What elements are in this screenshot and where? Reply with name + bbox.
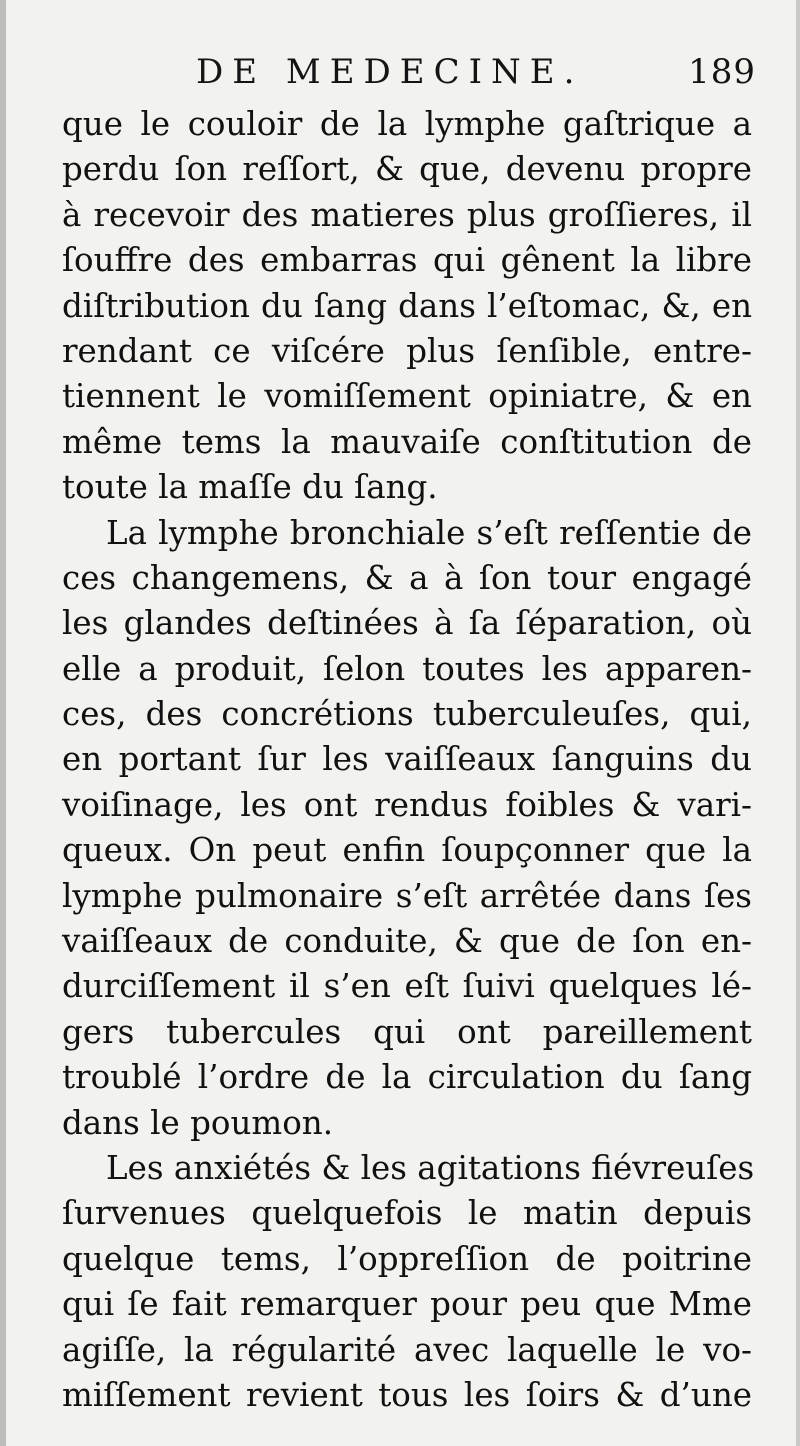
text-line: ſurvenues quelquefois le matin depuis xyxy=(62,1194,752,1233)
text-line: troublé l’ordre de la circulation du ſang xyxy=(62,1058,752,1097)
text-line: même tems la mauvaiſe conſtitution de xyxy=(62,422,752,461)
text-line: lymphe pulmonaire s’eſt arrêtée dans ſes xyxy=(62,876,752,915)
text-line: perdu ſon reſſort, & que, devenu propre xyxy=(62,150,752,189)
text-line: ces, des concrétions tuberculeuſes, qui, xyxy=(62,695,752,734)
body-text xyxy=(62,102,755,1418)
text-line: qui ſe fait remarquer pour peu que Mme xyxy=(62,1285,752,1324)
text-line: que le couloir de la lymphe gaſtrique a xyxy=(62,105,752,143)
text-line: dans le poumon. xyxy=(62,1103,334,1142)
text-line: les glandes deſtinées à ſa ſéparation, où xyxy=(62,604,752,643)
text-line: voiſinage, les ont rendus foibles & vari- xyxy=(62,785,752,824)
text-line: quelque tems, l’oppreſſion de poitrine xyxy=(62,1239,752,1278)
text-line: tiennent le vomiſſement opiniatre, & en xyxy=(62,377,752,416)
text-line: queux. On peut enfin ſoupçonner que la xyxy=(62,831,752,870)
text-line: toute la maſſe du ſang. xyxy=(62,468,438,507)
running-head: DE MEDECINE. xyxy=(196,52,584,92)
text-line: elle a produit, ſelon toutes les apparen- xyxy=(62,649,752,688)
text-line: en portant ſur les vaiſſeaux ſanguins du xyxy=(62,740,752,779)
text-line: gers tubercules qui ont pareillement xyxy=(62,1012,752,1051)
text-line: agiſſe, la régularité avec laquelle le vo- xyxy=(62,1330,752,1369)
text-line: miſſement revient tous les ſoirs & d’une xyxy=(62,1375,752,1414)
text-line: La lymphe bronchiale s’eſt reſſentie de xyxy=(106,513,752,552)
text-line: à recevoir des matieres plus groſſieres, il xyxy=(62,195,752,234)
text-line: vaiſſeaux de conduite, & que de ſon en- xyxy=(62,922,752,961)
page-number: 189 xyxy=(688,52,756,92)
text-line: rendant ce viſcére plus ſenſible, entre- xyxy=(62,331,752,370)
page-header xyxy=(196,52,756,104)
text-line: ces changemens, & a à ſon tour engagé xyxy=(62,558,752,597)
text-line: durciſſement il s’en eſt ſuivi quelques lé- xyxy=(62,967,752,1006)
text-line: diſtribution du ſang dans l’eſtomac, &, en xyxy=(62,286,752,325)
text-line: ſouffre des embarras qui gênent la libre xyxy=(62,241,752,280)
text-line: Les anxiétés & les agitations fiévreuſes xyxy=(106,1148,755,1187)
